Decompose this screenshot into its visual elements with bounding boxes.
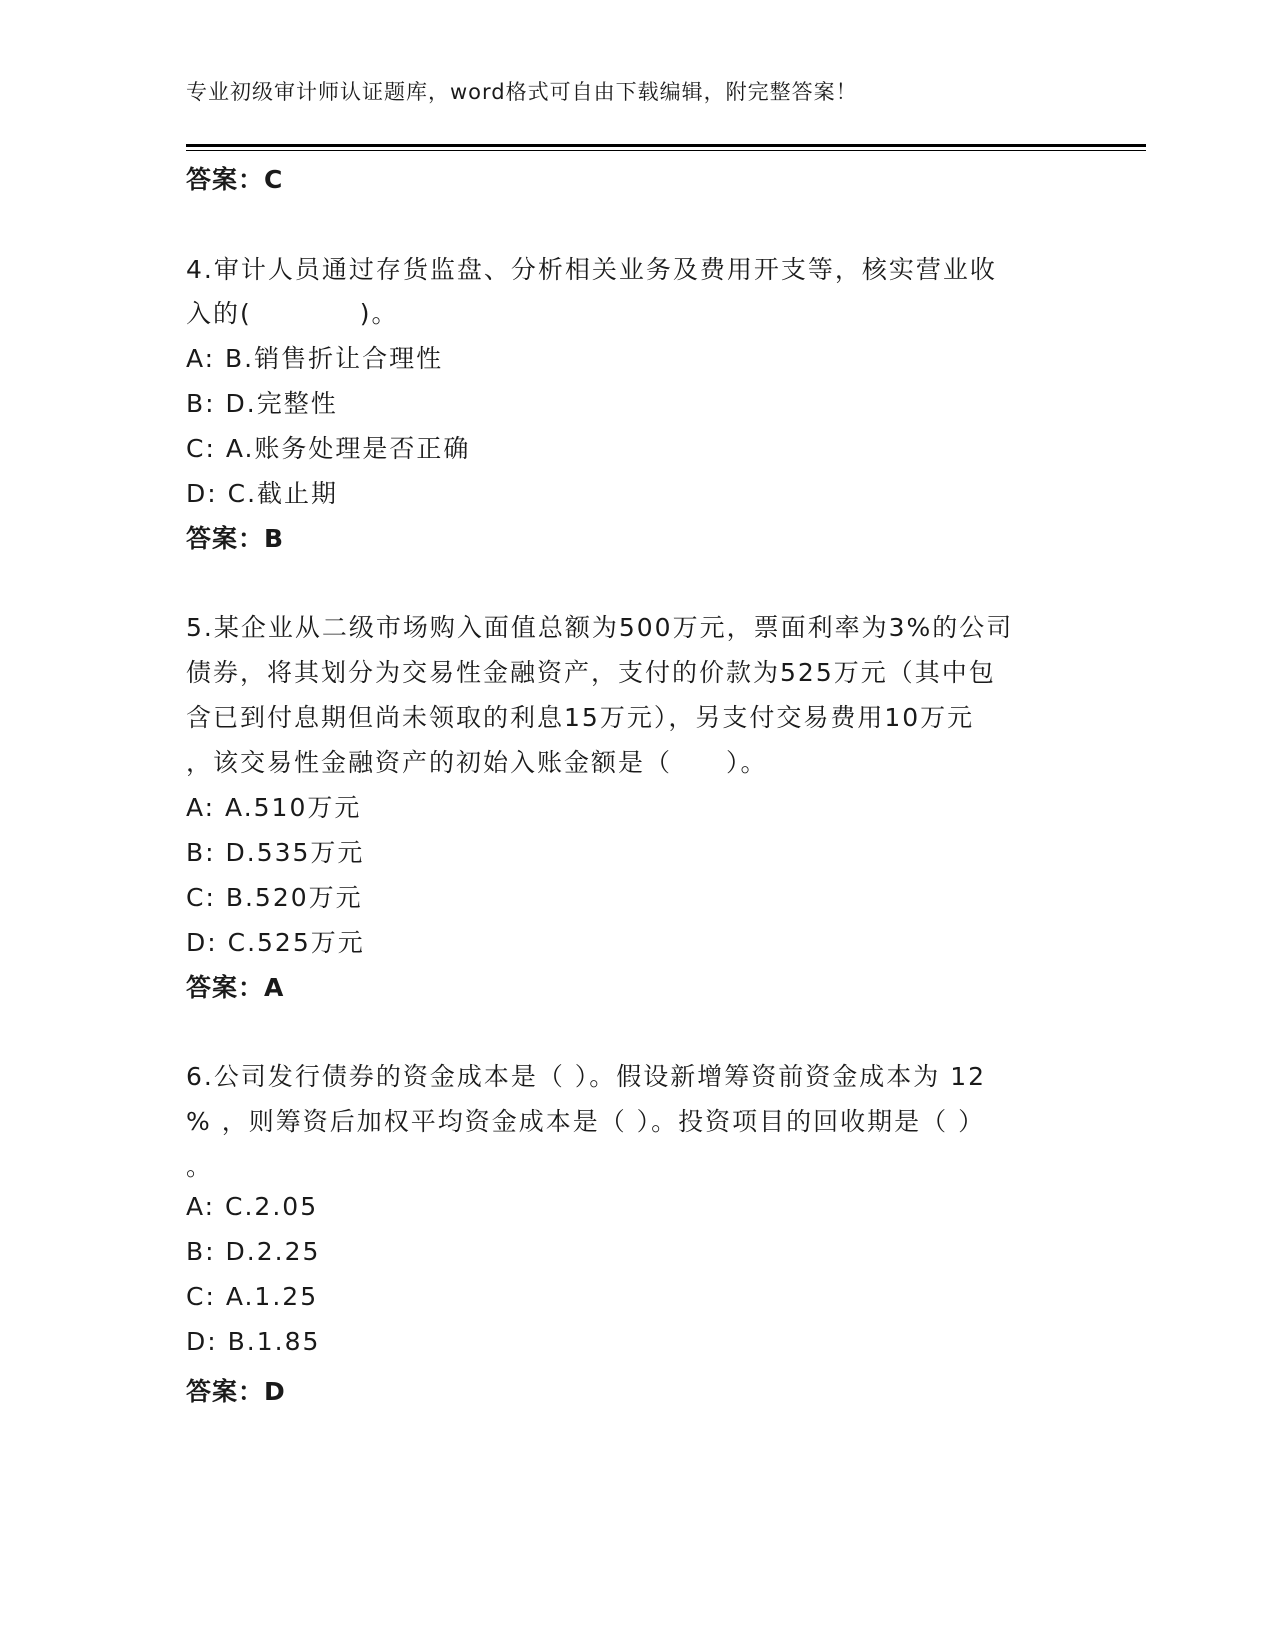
question-6-stem-line-1: 6.公司发行债券的资金成本是（ ）。假设新增筹资前资金成本为 12 [186,1062,987,1091]
question-4-stem-line-2: 入的( )。 [186,299,399,328]
question-6-option-c: C: A.1.25 [186,1282,319,1311]
question-5-stem-line-3: 含已到付息期但尚未领取的利息15万元），另支付交易费用10万元 [186,703,975,732]
question-4-option-d: D: C.截止期 [186,479,339,508]
question-6-stem-line-3: 。 [186,1152,214,1181]
question-5-option-a: A: A.510万元 [186,793,362,822]
question-6-option-a: A: C.2.05 [186,1192,319,1221]
header-rule-thin [186,150,1146,151]
question-5-option-c: C: B.520万元 [186,883,363,912]
question-6-option-b: B: D.2.25 [186,1237,321,1266]
page-header-text: 专业初级审计师认证题库，word格式可自由下载编辑，附完整答案！ [186,80,858,104]
question-4-option-c: C: A.账务处理是否正确 [186,434,471,463]
question-5-answer: 答案：A [186,973,285,1002]
question-6-stem-line-2: % ，则筹资后加权平均资金成本是（ ）。投资项目的回收期是（ ） [186,1107,986,1136]
question-5-stem-line-2: 债券，将其划分为交易性金融资产，支付的价款为525万元（其中包 [186,658,996,687]
question-5-stem-line-4: ，该交易性金融资产的初始入账金额是（ ）。 [186,748,768,777]
header-rule [186,144,1146,147]
question-4-option-b: B: D.完整性 [186,389,338,418]
question-5-stem-line-1: 5.某企业从二级市场购入面值总额为500万元，票面利率为3%的公司 [186,613,1014,642]
question-4-option-a: A: B.销售折让合理性 [186,344,444,373]
question-4-stem-line-1: 4.审计人员通过存货监盘、分析相关业务及费用开支等，核实营业收 [186,255,997,284]
question-5-option-d: D: C.525万元 [186,928,365,957]
question-6-option-d: D: B.1.85 [186,1327,321,1356]
question-6-answer: 答案：D [186,1377,286,1406]
question-4-answer: 答案：B [186,524,285,553]
previous-answer: 答案：C [186,165,284,194]
question-5-option-b: B: D.535万元 [186,838,365,867]
